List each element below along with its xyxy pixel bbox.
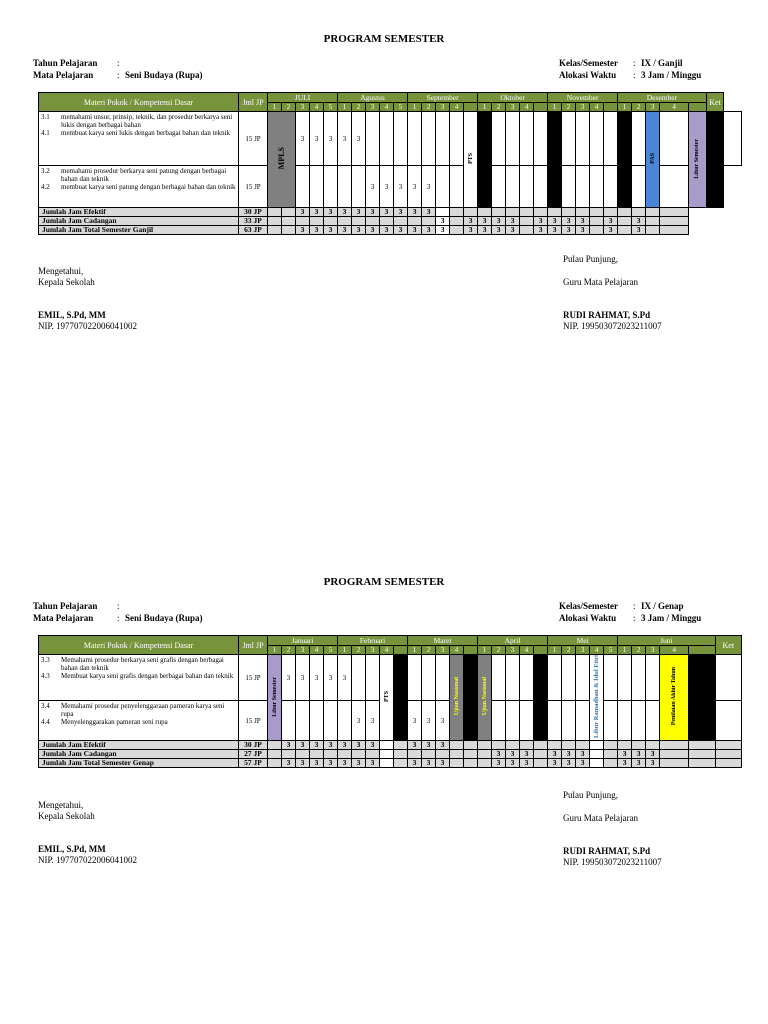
table-row: 3.3 Memahami prosedur berkarya seni grafis dengan berbagai bahan dan teknik 4.3 Membuat karya seni grafis dengan berbagai bahan dan teknik 15 JP Libur Semester 3 3 3 3 3 PTS Ujian Nasional Ujian Nasional Libur Ramadhan & Idul Fitri Penilaian Akhir Tahun: [39, 655, 742, 701]
jp-cell: 15 JP: [239, 655, 268, 701]
month-header: Oktober: [478, 93, 548, 103]
table-row: 3.2 memahami prosedur berkarya seni patung dengan berbagai bahan dan teknik 4.2 membuat karya seni patung dengan berbagai bahan dan teknik 15 JP 3 3 3 3 3: [39, 166, 742, 208]
value-mata-pelajaran: Seni Budaya (Rupa): [125, 70, 203, 80]
month-header: April: [478, 636, 548, 646]
header-ket: Ket: [706, 93, 724, 112]
signature-left: Mengetahui, Kepala Sekolah EMIL, S.Pd, MM NIP. 197707022006041002: [38, 266, 138, 331]
week-header-row: 1 2 3 4 5 1 2 3 4 5 1 2 3 4 1 2 3 4 1 2 3 4 1 2 3 4: [39, 103, 742, 112]
page-title: PROGRAM SEMESTER: [323, 576, 445, 588]
month-header: Juni: [618, 636, 715, 646]
header-jml-jp: Jml JP: [239, 636, 268, 655]
month-header: Januari: [268, 636, 338, 646]
info-right: Kelas/Semester : IX / Genap Alokasi Waktu : 3 Jam / Minggu: [559, 601, 702, 623]
guru-nip: NIP. 199503072023211007: [563, 321, 662, 331]
dark-block: [689, 655, 715, 741]
dark-block: [464, 655, 478, 741]
kepala-sekolah-name: EMIL, S.Pd, MM: [38, 844, 106, 854]
kepala-sekolah-nip: NIP. 197707022006041002: [38, 855, 138, 865]
label-alokasi-waktu: Alokasi Waktu: [559, 70, 617, 80]
value-alokasi-waktu: 3 Jam / Minggu: [641, 70, 702, 80]
libur-ramadhan-cell: Libur Ramadhan & Idul Fitri: [590, 655, 604, 741]
month-header: Mei: [548, 636, 618, 646]
pts-cell: PTS: [464, 112, 478, 208]
penilaian-akhir-tahun-block: Penilaian Akhir Tahun: [660, 655, 689, 741]
signature-left: Mengetahui, Kepala Sekolah EMIL, S.Pd, MM NIP. 197707022006041002: [38, 800, 138, 865]
sum-row-cadangan: Jumlah Jam Cadangan 33 JP 3 3 3 3 3 3 3 3 3 3 3: [39, 217, 742, 226]
sum-row-cadangan: Jumlah Jam Cadangan 27 JP 3 3 3 3 3 3 3 3 3: [39, 749, 742, 758]
dark-block: [706, 112, 724, 208]
header-jml-jp: Jml JP: [239, 93, 268, 112]
jp-cell: 15 JP: [239, 166, 268, 208]
page-title: PROGRAM SEMESTER: [323, 33, 445, 45]
guru-nip: NIP. 199503072023211007: [563, 857, 662, 867]
pts-cell: PTS: [380, 655, 394, 741]
header-materi: Materi Pokok / Kompetensi Dasar: [39, 636, 239, 655]
dark-block: [618, 112, 632, 208]
ujian-nasional-block: Ujian Nasional: [450, 655, 464, 741]
table-row: 3.1 memahami unsur, prinsip, teknik, dan prosedur berkarya seni lukis dengan berbagai bahan 4.1 membuat karya seni lukis dengan berbagai bahan dan teknik 15 JP MPLS 3 3 3 3 3 PTS PAS Libur Semester: [39, 112, 742, 166]
label-tahun-pelajaran: Tahun Pelajaran: [33, 58, 98, 68]
header-materi: Materi Pokok / Kompetensi Dasar: [39, 93, 239, 112]
month-header: Agustus: [338, 93, 408, 103]
month-header: November: [548, 93, 618, 103]
sum-row-efektif: Jumlah Jam Efektif 30 JP 3 3 3 3 3 3 3 3 3 3: [39, 208, 742, 217]
label-kelas-semester: Kelas/Semester: [559, 58, 618, 68]
month-header: September: [408, 93, 478, 103]
program-semester-table: [38, 92, 742, 235]
pas-block: PAS: [646, 112, 660, 208]
libur-semester-block: Libur Semester: [268, 655, 282, 741]
dark-block: [394, 655, 408, 741]
dark-block: [534, 655, 548, 741]
dark-block: [478, 112, 492, 208]
ujian-nasional-block: Ujian Nasional: [478, 655, 492, 741]
signature-right: Pulau Punjung, Guru Mata Pelajaran RUDI RAHMAT, S.Pd NIP. 199503072023211007: [563, 790, 662, 867]
program-semester-table: [38, 635, 742, 768]
month-header: Februari: [338, 636, 408, 646]
dark-block: [548, 112, 562, 208]
header-ket: Ket: [715, 636, 741, 655]
materi-cell: 3.1 memahami unsur, prinsip, teknik, dan prosedur berkarya seni lukis dengan berbagai bahan 4.1 membuat karya seni lukis dengan berbagai bahan dan teknik: [39, 112, 239, 166]
guru-name: RUDI RAHMAT, S.Pd: [563, 310, 651, 320]
info-left: Tahun Pelajaran : Mata Pelajaran : Seni Budaya (Rupa): [33, 58, 203, 80]
value-kelas-semester: IX / Ganjil: [641, 58, 683, 68]
month-header: Desember: [618, 93, 707, 103]
sum-row-total: Jumlah Jam Total Semester Ganjil 63 JP 3 3 3 3 3 3 3 3 3 3 3 3 3 3 3 3 3 3 3 3 3: [39, 226, 742, 235]
kepala-sekolah-name: EMIL, S.Pd, MM: [38, 310, 106, 320]
mpls-block: MPLS: [268, 112, 296, 208]
materi-cell: 3.2 memahami prosedur berkarya seni patung dengan berbagai bahan dan teknik 4.2 membuat karya seni patung dengan berbagai bahan dan teknik: [39, 166, 239, 208]
info-left: Tahun Pelajaran : Mata Pelajaran : Seni Budaya (Rupa): [33, 601, 203, 623]
week-header-row: 1 2 3 4 5 1 2 3 4 1 2 3 4 1 2 3 4 1 2 3 4 5 1 2 3 4: [39, 646, 742, 655]
sum-row-total: Jumlah Jam Total Semester Genap 57 JP 3 3 3 3 3 3 3 3 3 3 3 3 3 3 3 3 3 3 3: [39, 758, 742, 767]
info-right: Kelas/Semester : IX / Ganjil Alokasi Waktu : 3 Jam / Minggu: [559, 58, 702, 80]
materi-cell: 3.4 Memahami prosedur penyelenggaraan pameran karya seni rupa 4.4 Menyelenggarakan pameran seni rupa: [39, 701, 239, 741]
signature-right: Pulau Punjung, Guru Mata Pelajaran RUDI RAHMAT, S.Pd NIP. 199503072023211007: [563, 254, 662, 331]
kepala-sekolah-nip: NIP. 197707022006041002: [38, 321, 138, 331]
jp-cell: 15 JP: [239, 701, 268, 741]
label-mata-pelajaran: Mata Pelajaran: [33, 70, 94, 80]
month-header: Maret: [408, 636, 478, 646]
materi-cell: 3.3 Memahami prosedur berkarya seni grafis dengan berbagai bahan dan teknik 4.3 Membuat karya seni grafis dengan berbagai bahan dan teknik: [39, 655, 239, 701]
jp-cell: 15 JP: [239, 112, 268, 166]
sum-row-efektif: Jumlah Jam Efektif 30 JP 3 3 3 3 3 3 3 3 3 3: [39, 740, 742, 749]
table-row: 3.4 Memahami prosedur penyelenggaraan pameran karya seni rupa 4.4 Menyelenggarakan pameran seni rupa 15 JP 3 3 3 3 3: [39, 701, 742, 741]
libur-semester-block: Libur Semester: [689, 112, 707, 208]
guru-name: RUDI RAHMAT, S.Pd: [563, 846, 651, 856]
month-header: JULI: [268, 93, 338, 103]
